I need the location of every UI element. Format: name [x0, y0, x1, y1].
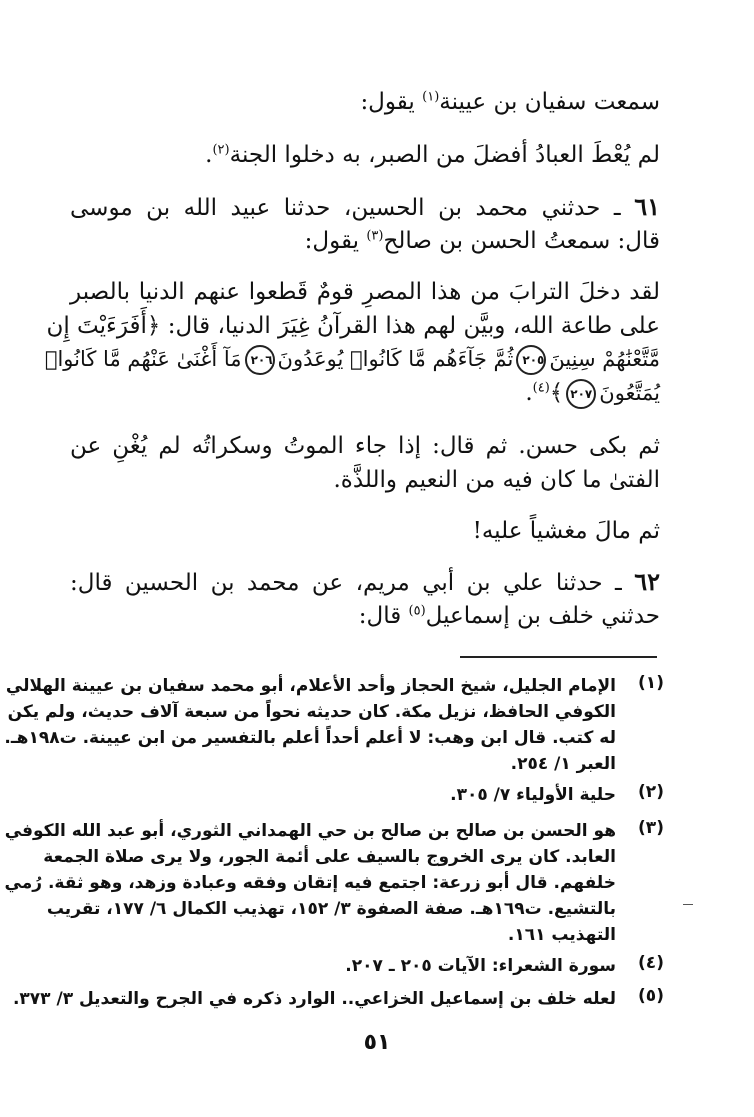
footnote-line: هو الحسن بن صالح بن صالح بن حي الهمداني الثوري، أبو عبد الله الكوفي: [4, 821, 616, 841]
text-span: ـ حدثني محمد بن الحسين، حدثنا عبيد الله بن موسى: [70, 195, 635, 221]
footnote-mark: (٣): [638, 818, 664, 838]
footnote-ref: (١): [422, 89, 440, 105]
footnote-ref: (٣): [366, 228, 384, 244]
text-line: [205, 140, 660, 170]
quran-bracket: ﴾: [549, 380, 564, 406]
footnote-line: العابد. كان يرى الخروج بالسيف على أئمة الجور، ولا يرى صلاة الجمعة: [43, 847, 616, 867]
page-number: ٥١: [363, 1030, 391, 1055]
text-line: [359, 601, 660, 631]
footnote-line: بالتشيع. ت١٦٩هـ. صفة الصفوة ٣/ ١٥٢، تهذيب الكمال ٦/ ١٧٧، تقريب: [46, 899, 616, 919]
ayah-marker: ٢٠٦: [245, 345, 275, 375]
verse-text: يُمَتَّعُونَ: [599, 381, 660, 405]
verse-text: مَّتَّعْنَٰهُمْ سِنِينَ: [549, 347, 660, 371]
text-span: يقول:: [360, 89, 423, 115]
quran-verse-line: [525, 378, 660, 409]
footnote-line: لعله خلف بن إسماعيل الخزاعي.. الوارد ذكره في الجرح والتعديل ٣/ ٣٧٣.: [12, 989, 616, 1009]
verse-text: ثُمَّ جَآءَهُم مَّا كَانُوا۟ يُوعَدُونَ: [277, 347, 514, 371]
footnote-mark: (٢): [638, 782, 664, 802]
footnote-ref: (٤): [532, 380, 550, 396]
text-span: لم يُعْطَ العبادُ أفضلَ من الصبر، به دخلوا الجنة: [229, 142, 660, 168]
text-span: قال:: [358, 603, 409, 629]
text-span: .: [525, 380, 533, 406]
hadith-number-line: [70, 567, 660, 598]
text-line: الفتىٰ ما كان فيه من النعيم واللذَّة.: [333, 467, 660, 493]
text-span: قال: سمعتُ الحسن بن صالح: [383, 228, 660, 254]
ayah-marker: ٢٠٧: [566, 379, 596, 409]
footnote-line: الكوفي الحافظ، نزيل مكة. كان حديثه نحواً من سبعة آلاف حديث، ولم يكن: [7, 702, 616, 722]
text-line: لقد دخلَ الترابَ من هذا المصرِ قومٌ قَطعوا عنهم الدنيا بالصبر: [70, 279, 660, 305]
footnote-mark: (٤): [638, 953, 664, 973]
quran-verse-line: [44, 344, 660, 375]
footnote-line: خلفهم. قال أبو زرعة: اجتمع فيه إتقان وفقه وعبادة وزهد، وهو ثقة. رُمي: [4, 873, 616, 893]
text-line: ثم بكى حسن. ثم قال: إذا جاء الموتُ وسكراتُه لم يُغْنِ عن: [70, 433, 660, 459]
footnote-line: العبر ١/ ٢٥٤.: [510, 754, 616, 774]
text-line: [305, 226, 660, 256]
text-span: ـ حدثنا علي بن أبي مريم، عن محمد بن الحسين قال:: [70, 570, 635, 596]
footnote-line: الإمام الجليل، شيخ الحجاز وأحد الأعلام، أبو محمد سفيان بن عيينة الهلالي: [5, 676, 616, 696]
footnote-mark: (٥): [638, 986, 664, 1006]
text-line: ثم مالَ مغشياً عليه!: [472, 518, 660, 544]
hadith-number-line: [70, 192, 660, 223]
footnote-line: سورة الشعراء: الآيات ٢٠٥ ـ ٢٠٧.: [345, 956, 616, 976]
footnote-ref: (٥): [408, 603, 426, 619]
footnote-line: له كتب. قال ابن وهب: لا أعلم أحداً أعلم بالتفسير من ابن عيينة. ت١٩٨هـ.: [4, 728, 616, 748]
text-line: على طاعة الله، وبيَّن لهم هذا القرآنُ غِيَرَ الدنيا، قال: ﴿أَفَرَءَيْتَ إِن: [46, 313, 660, 339]
footnote-line: حلية الأولياء ٧/ ٣٠٥.: [450, 785, 616, 805]
text-span: حدثني خلف بن إسماعيل: [425, 603, 660, 629]
hadith-number: ٦١: [634, 192, 660, 221]
ayah-marker: ٢٠٥: [516, 345, 546, 375]
footnote-ref: (٢): [212, 142, 230, 158]
footnote-mark: (١): [638, 673, 664, 693]
footnote-separator: [460, 656, 657, 658]
margin-mark: [683, 904, 693, 905]
text-span: سمعت سفيان بن عيينة: [439, 89, 660, 115]
text-span: يقول:: [304, 228, 367, 254]
verse-text: مَآ أَغْنَىٰ عَنْهُم مَّا كَانُوا۟: [44, 347, 242, 371]
footnote-line: التهذيب ١٦١.: [507, 925, 616, 945]
hadith-number: ٦٢: [634, 567, 660, 596]
text-line: [360, 87, 660, 117]
text-span: .: [205, 142, 213, 168]
